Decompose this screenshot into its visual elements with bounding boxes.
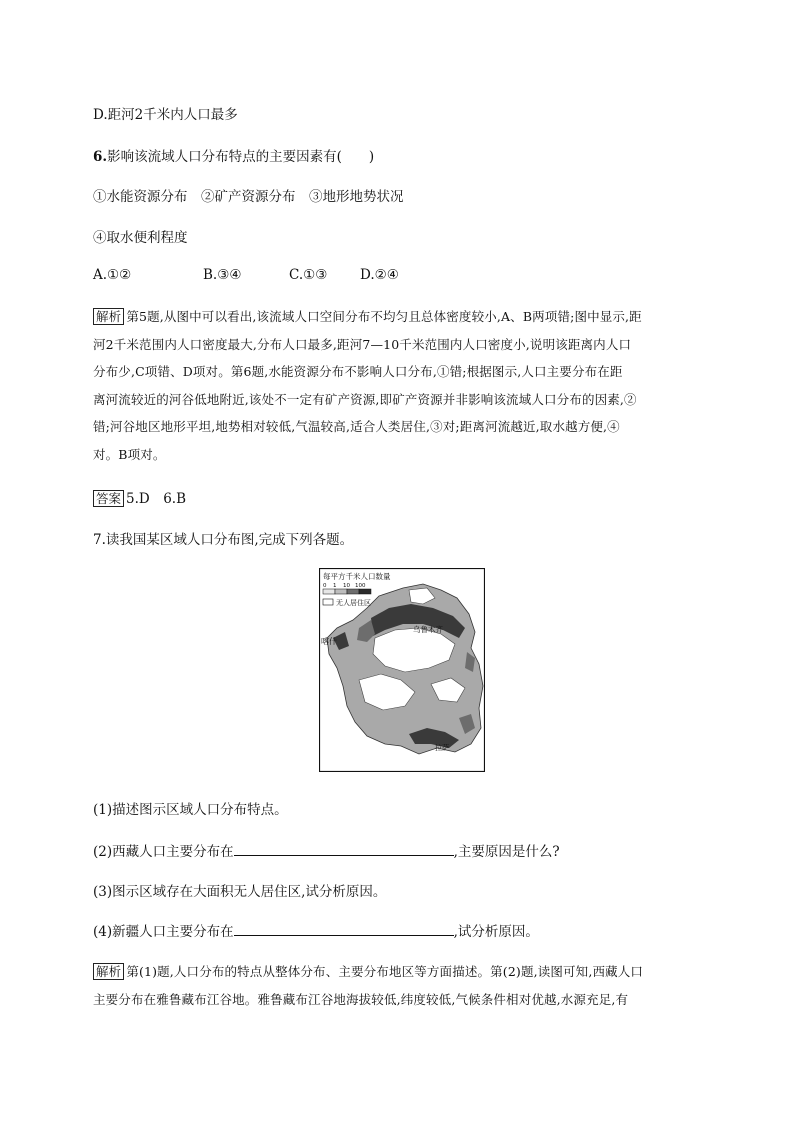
analysis1-line-2: 分布少,C项错、D项对。第6题,水能资源分布不影响人口分布,①错;根据图示,人口主要分布在距 <box>93 364 623 379</box>
legend-swatch-2 <box>347 589 359 594</box>
q7-sub2-blank[interactable] <box>234 841 454 856</box>
q6-stem-text: 影响该流域人口分布特点的主要因素有( ) <box>107 149 375 165</box>
q7-sub4: (4)新疆人口主要分布在 ,试分析原因。 <box>93 920 539 940</box>
legend-tick-0: 0 <box>323 583 327 589</box>
answer1-text: 5.D 6.B <box>126 491 187 507</box>
label-lhasa: 拉萨 <box>435 744 449 752</box>
analysis1-line-1: 河2千米范围内人口密度最大,分布人口最多,距河7—10千米范围内人口密度小,说明该距离内人口 <box>93 337 632 352</box>
legend-tick-3: 100 <box>355 583 366 589</box>
legend-tick-2: 10 <box>343 583 350 589</box>
q6-option-a: A.①② <box>93 267 132 283</box>
label-kashgar: 喀什 <box>321 637 337 646</box>
analysis1-line-3: 离河流较近的河谷低地附近,该处不一定有矿产资源,即矿产资源并非影响该流域人口分布的因素,② <box>93 392 637 407</box>
q6-factors-line2: ④取水便利程度 <box>93 230 188 246</box>
q6-option-b: B.③④ <box>203 267 242 283</box>
q7-sub4-blank[interactable] <box>234 921 454 936</box>
population-map <box>319 568 485 772</box>
analysis2-line-0: 解析 第(1)题,人口分布的特点从整体分布、主要分布地区等方面描述。第(2)题,读图可知,西藏人口 <box>93 962 643 980</box>
legend-swatch-0 <box>323 589 335 594</box>
population-map-svg <box>319 568 485 772</box>
analysis-tag: 解析 <box>93 308 124 325</box>
q7-sub1: (1)描述图示区域人口分布特点。 <box>93 802 288 818</box>
legend-uninhabited-label: 无人居住区 <box>336 599 371 607</box>
analysis-tag-2: 解析 <box>93 963 124 980</box>
analysis1-line-4: 错;河谷地区地形平坦,地势相对较低,气温较高,适合人类居住,③对;距离河流越近,取水越方便,④ <box>93 419 620 434</box>
legend-title: 每平方千米人口数量 <box>323 572 391 581</box>
analysis2-line-1: 主要分布在雅鲁藏布江谷地。雅鲁藏布江谷地海拔较低,纬度较低,气候条件相对优越,水源充足,有 <box>93 992 629 1007</box>
answer-tag: 答案 <box>93 490 124 507</box>
legend-swatch-3 <box>359 589 371 594</box>
analysis1-line-5: 对。B项对。 <box>93 447 166 462</box>
q6-option-c: C.①③ <box>289 267 328 283</box>
q7-stem: 7.读我国某区域人口分布图,完成下列各题。 <box>93 532 354 548</box>
q5-option-d: D.距河2千米内人口最多 <box>93 107 238 123</box>
q6-stem <box>93 145 374 165</box>
answer1 <box>93 487 186 507</box>
q6-option-d: D.②④ <box>360 267 399 283</box>
q6-factors-line1: ①水能资源分布 ②矿产资源分布 ③地形地势状况 <box>93 189 404 205</box>
q7-sub2: (2)西藏人口主要分布在 ,主要原因是什么? <box>93 840 560 860</box>
q7-sub3: (3)图示区域存在大面积无人居住区,试分析原因。 <box>93 884 387 900</box>
legend-swatch-1 <box>335 589 347 594</box>
analysis1-line-0: 解析 第5题,从图中可以看出,该流域人口空间分布不均匀且总体密度较小,A、B两项错;图中显示,距 <box>93 307 642 325</box>
legend-tick-1: 1 <box>333 583 337 589</box>
label-urumqi: 乌鲁木齐 <box>413 625 443 634</box>
legend-uninhabited-swatch <box>323 599 333 605</box>
q6-number: 6. <box>93 149 108 165</box>
